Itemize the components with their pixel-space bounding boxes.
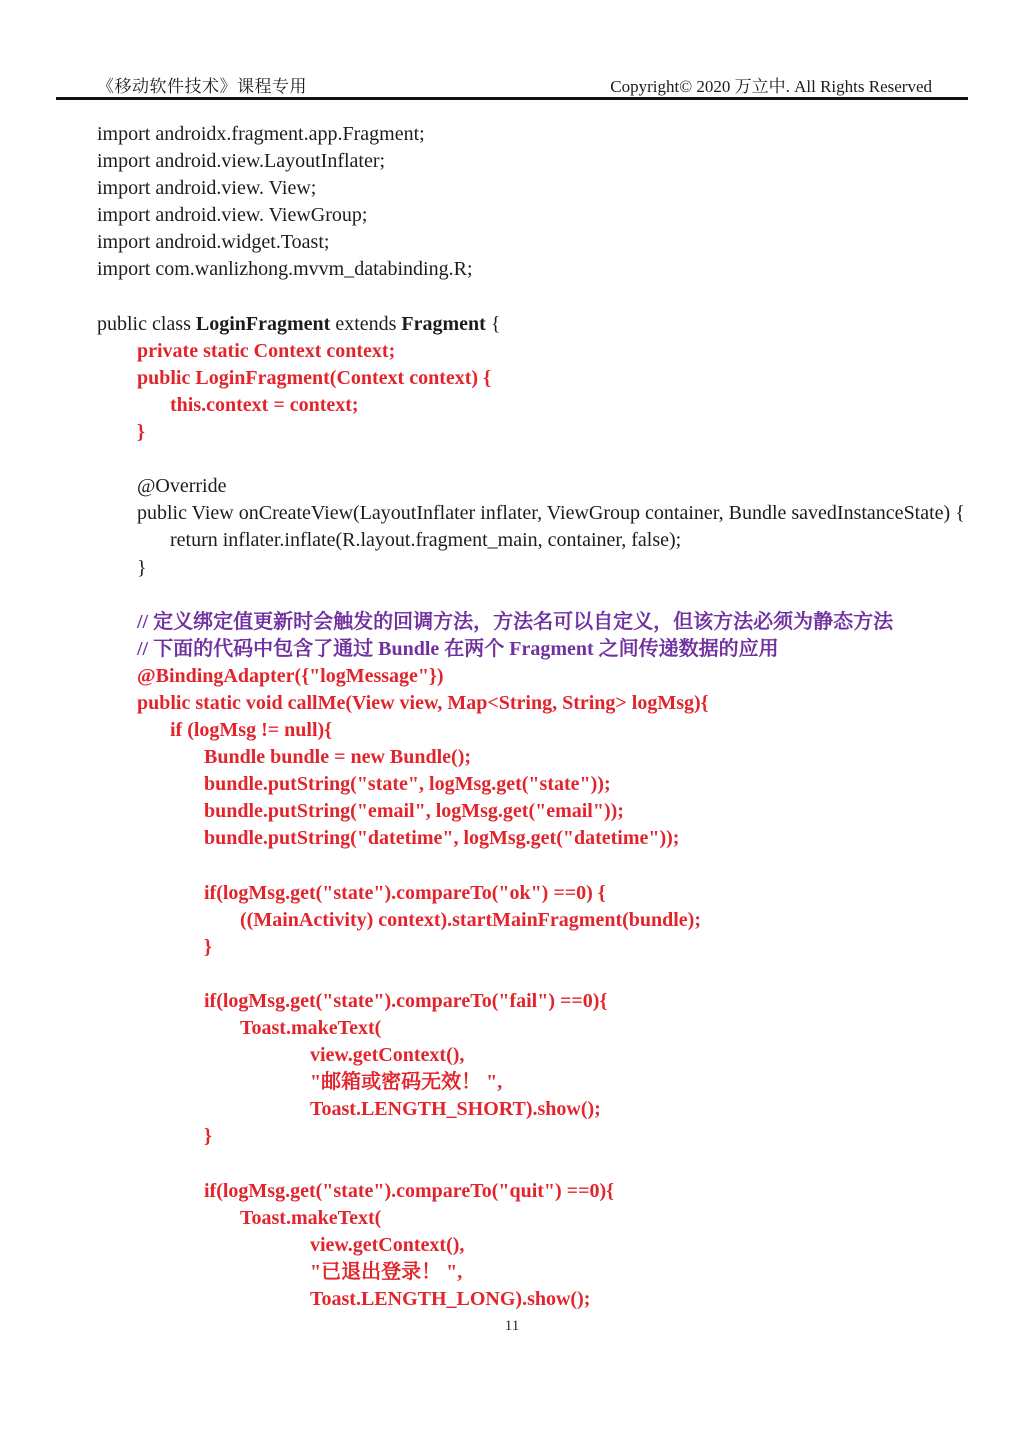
code-line: Bundle bundle = new Bundle();	[204, 746, 472, 769]
code-line: Toast.makeText(	[240, 1206, 382, 1229]
code-line	[97, 1151, 957, 1178]
code-line: }	[137, 556, 147, 579]
code-line: bundle.putString("datetime", logMsg.get("datetime"));	[204, 827, 680, 850]
code-line: import android.view.LayoutInflater;	[97, 150, 386, 173]
code-line: }	[137, 421, 145, 444]
code-line	[97, 446, 957, 473]
code-line: Toast.makeText(	[240, 1017, 382, 1040]
code-line	[97, 582, 957, 609]
code-line: import android.widget.Toast;	[97, 231, 330, 254]
header-divider	[56, 97, 968, 100]
code-line: Toast.LENGTH_SHORT).show();	[310, 1098, 601, 1121]
code-line: @Override	[137, 475, 227, 498]
code-line: return inflater.inflate(R.layout.fragment_main, container, false);	[170, 529, 682, 552]
code-line: import android.view. ViewGroup;	[97, 204, 368, 227]
code-line: view.getContext(),	[310, 1044, 465, 1067]
code-line: Toast.LENGTH_LONG).show();	[310, 1288, 591, 1311]
code-line: public class LoginFragment extends Fragment {	[97, 312, 501, 335]
code-line: import android.view. View;	[97, 177, 317, 200]
code-line: private static Context context;	[137, 339, 396, 362]
code-line: bundle.putString("email", logMsg.get("email"));	[204, 800, 624, 823]
code-line: if(logMsg.get("state").compareTo("quit") ==0){	[204, 1179, 615, 1202]
code-line	[97, 853, 957, 880]
code-listing	[97, 121, 965, 1313]
header-course-title: 《移动软件技术》课程专用	[97, 77, 307, 96]
code-line: ((MainActivity) context).startMainFragment(bundle);	[240, 908, 702, 931]
code-line	[97, 284, 957, 311]
code-line: public LoginFragment(Context context) {	[137, 366, 491, 389]
code-line: import androidx.fragment.app.Fragment;	[97, 123, 425, 145]
code-line: this.context = context;	[170, 393, 359, 416]
code-line: }	[204, 1125, 212, 1148]
code-line: public static void callMe(View view, Map<String, String> logMsg){	[137, 691, 709, 714]
code-line: bundle.putString("state", logMsg.get("state"));	[204, 773, 611, 796]
header-copyright: Copyright© 2020 万立中. All Rights Reserved	[610, 77, 932, 96]
code-line: "已退出登录！ ",	[310, 1260, 463, 1283]
code-line: view.getContext(),	[310, 1233, 465, 1256]
code-line: public View onCreateView(LayoutInflater inflater, ViewGroup container, Bundle savedInstanceState) {	[137, 502, 965, 525]
page-number: 11	[504, 1318, 520, 1334]
code-line: if (logMsg != null){	[170, 719, 333, 742]
code-line: import com.wanlizhong.mvvm_databinding.R;	[97, 258, 473, 281]
code-line: // 下面的代码中包含了通过 Bundle 在两个 Fragment 之间传递数据的应用	[137, 637, 779, 660]
code-line: @BindingAdapter({"logMessage"})	[137, 664, 444, 687]
code-line: // 定义绑定值更新时会触发的回调方法，方法名可以自定义，但该方法必须为静态方法	[137, 610, 894, 633]
code-line: "邮箱或密码无效！ ",	[310, 1071, 503, 1094]
code-line: }	[204, 935, 212, 958]
code-line: if(logMsg.get("state").compareTo("ok") ==0) {	[204, 881, 606, 904]
code-line	[97, 961, 957, 988]
code-line: if(logMsg.get("state").compareTo("fail") ==0){	[204, 990, 608, 1012]
